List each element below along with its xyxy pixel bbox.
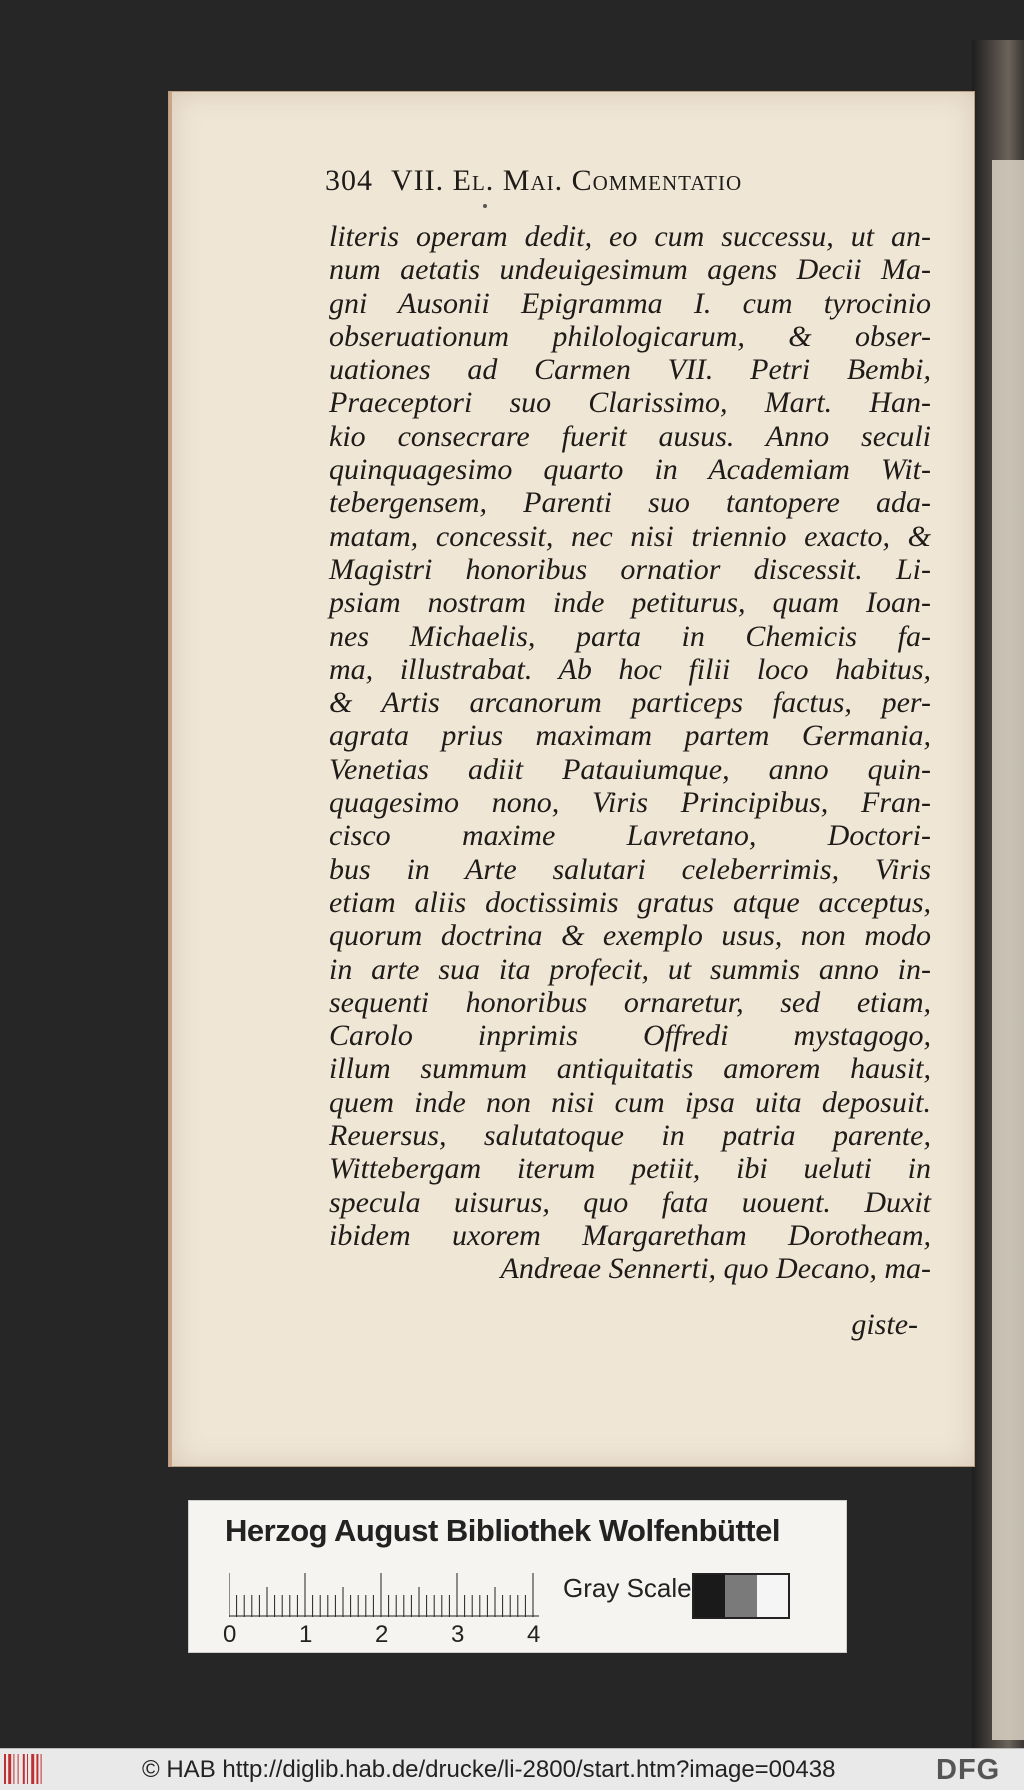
text-line: quem inde non nisi cum ipsa uita deposuit. xyxy=(329,1085,931,1119)
text-line: num aetatis undeuigesimum agens Decii Ma- xyxy=(329,253,931,287)
text-line: Reuersus, salutatoque in patria parente, xyxy=(329,1119,931,1153)
text-line: ibidem uxorem Margaretham Dorotheam, xyxy=(329,1218,931,1252)
text-line: etiam aliis doctissimis gratus atque acceptus, xyxy=(329,885,931,919)
text-line: matam, concessit, nec nisi triennio exacto, & xyxy=(329,519,931,553)
text-line: in arte sua ita profecit, ut summis anno in- xyxy=(329,952,931,986)
text-line: literis operam dedit, eo cum successu, ut an- xyxy=(329,220,931,253)
citation-link[interactable]: © HAB http://diglib.hab.de/drucke/li-2800/start.htm?image=00438 xyxy=(142,1756,836,1783)
text-line: psiam nostram inde petiturus, quam Ioan- xyxy=(329,586,931,620)
gray-scale-swatch xyxy=(692,1573,790,1619)
text-line: agrata prius maximam partem Germania, xyxy=(329,719,931,753)
text-line: Venetias adiit Patauiumque, anno quin- xyxy=(329,752,931,786)
page-number: 304 xyxy=(325,164,373,197)
adjacent-page-edge xyxy=(972,40,1024,1748)
text-line: quinquagesimo quarto in Academiam Wit- xyxy=(329,453,931,487)
text-line: Wittebergam iterum petiit, ibi ueluti in xyxy=(329,1152,931,1186)
library-name: Herzog August Bibliothek Wolfenbüttel xyxy=(225,1513,780,1548)
text-line: illum summum antiquitatis amorem hausit, xyxy=(329,1052,931,1086)
catchword: giste- xyxy=(851,1308,918,1341)
barcode-bar xyxy=(31,1754,34,1784)
gray-swatch-cell xyxy=(725,1575,756,1617)
text-line: cisco maxime Lavretano, Doctori- xyxy=(329,819,931,853)
text-line: quorum doctrina & exemplo usus, non modo xyxy=(329,919,931,953)
ruler-number: 0 xyxy=(223,1621,237,1648)
ruler-number: 3 xyxy=(451,1621,465,1648)
barcode-bar xyxy=(8,1754,11,1784)
text-line: Praeceptori suo Clarissimo, Mart. Han- xyxy=(329,386,931,420)
color-calibration-card xyxy=(188,1500,847,1653)
text-line: kio consecrare fuerit ausus. Anno seculi xyxy=(329,419,931,453)
text-line: tebergensem, Parenti suo tantopere ada- xyxy=(329,486,931,520)
text-line: quagesimo nono, Viris Principibus, Fran- xyxy=(329,786,931,820)
ruler-number: 1 xyxy=(299,1621,313,1648)
ruler-number: 2 xyxy=(375,1621,389,1648)
barcode-bar xyxy=(18,1754,19,1784)
barcode-bar xyxy=(27,1754,28,1784)
text-line: Magistri honoribus ornatior discessit. Li- xyxy=(329,552,931,586)
page-speck xyxy=(483,204,487,208)
page-header xyxy=(325,164,885,198)
barcode-bar xyxy=(41,1754,42,1784)
footer-bar xyxy=(0,1748,1024,1790)
adjacent-page-strip xyxy=(992,160,1024,1740)
barcode-bar xyxy=(13,1754,14,1784)
text-line: & Artis arcanorum particeps factus, per- xyxy=(329,686,931,720)
text-line: Carolo inprimis Offredi mystagogo, xyxy=(329,1019,931,1053)
text-line: uationes ad Carmen VII. Petri Bembi, xyxy=(329,353,931,387)
gray-scale-label: Gray Scale xyxy=(563,1573,692,1603)
text-line: obseruationum philologicarum, & obser- xyxy=(329,319,931,353)
barcode-bar xyxy=(36,1754,38,1784)
text-line: nes Michaelis, parta in Chemicis fa- xyxy=(329,619,931,653)
page-body xyxy=(329,220,931,1286)
text-line: specula uisurus, quo fata uouent. Duxit xyxy=(329,1185,931,1219)
text-line: ma, illustrabat. Ab hoc filii loco habitus, xyxy=(329,652,931,686)
ruler-scale xyxy=(229,1573,539,1617)
text-line: bus in Arte salutari celeberrimis, Viris xyxy=(329,852,931,886)
barcode-bar xyxy=(4,1754,6,1784)
gray-swatch-cell xyxy=(757,1575,788,1617)
barcode-icon xyxy=(4,1754,48,1784)
text-line: gni Ausonii Epigramma I. cum tyrocinio xyxy=(329,286,931,320)
running-title: VII. El. Mai. Commentatio xyxy=(391,164,743,197)
gray-swatch-cell xyxy=(694,1575,725,1617)
book-page xyxy=(169,92,974,1466)
dfg-logo: DFG xyxy=(936,1754,1001,1786)
barcode-bar xyxy=(23,1754,25,1784)
text-line: sequenti honoribus ornaretur, sed etiam, xyxy=(329,985,931,1019)
ruler-number: 4 xyxy=(527,1621,541,1648)
text-line: Andreae Sennerti, quo Decano, ma- xyxy=(500,1252,931,1286)
